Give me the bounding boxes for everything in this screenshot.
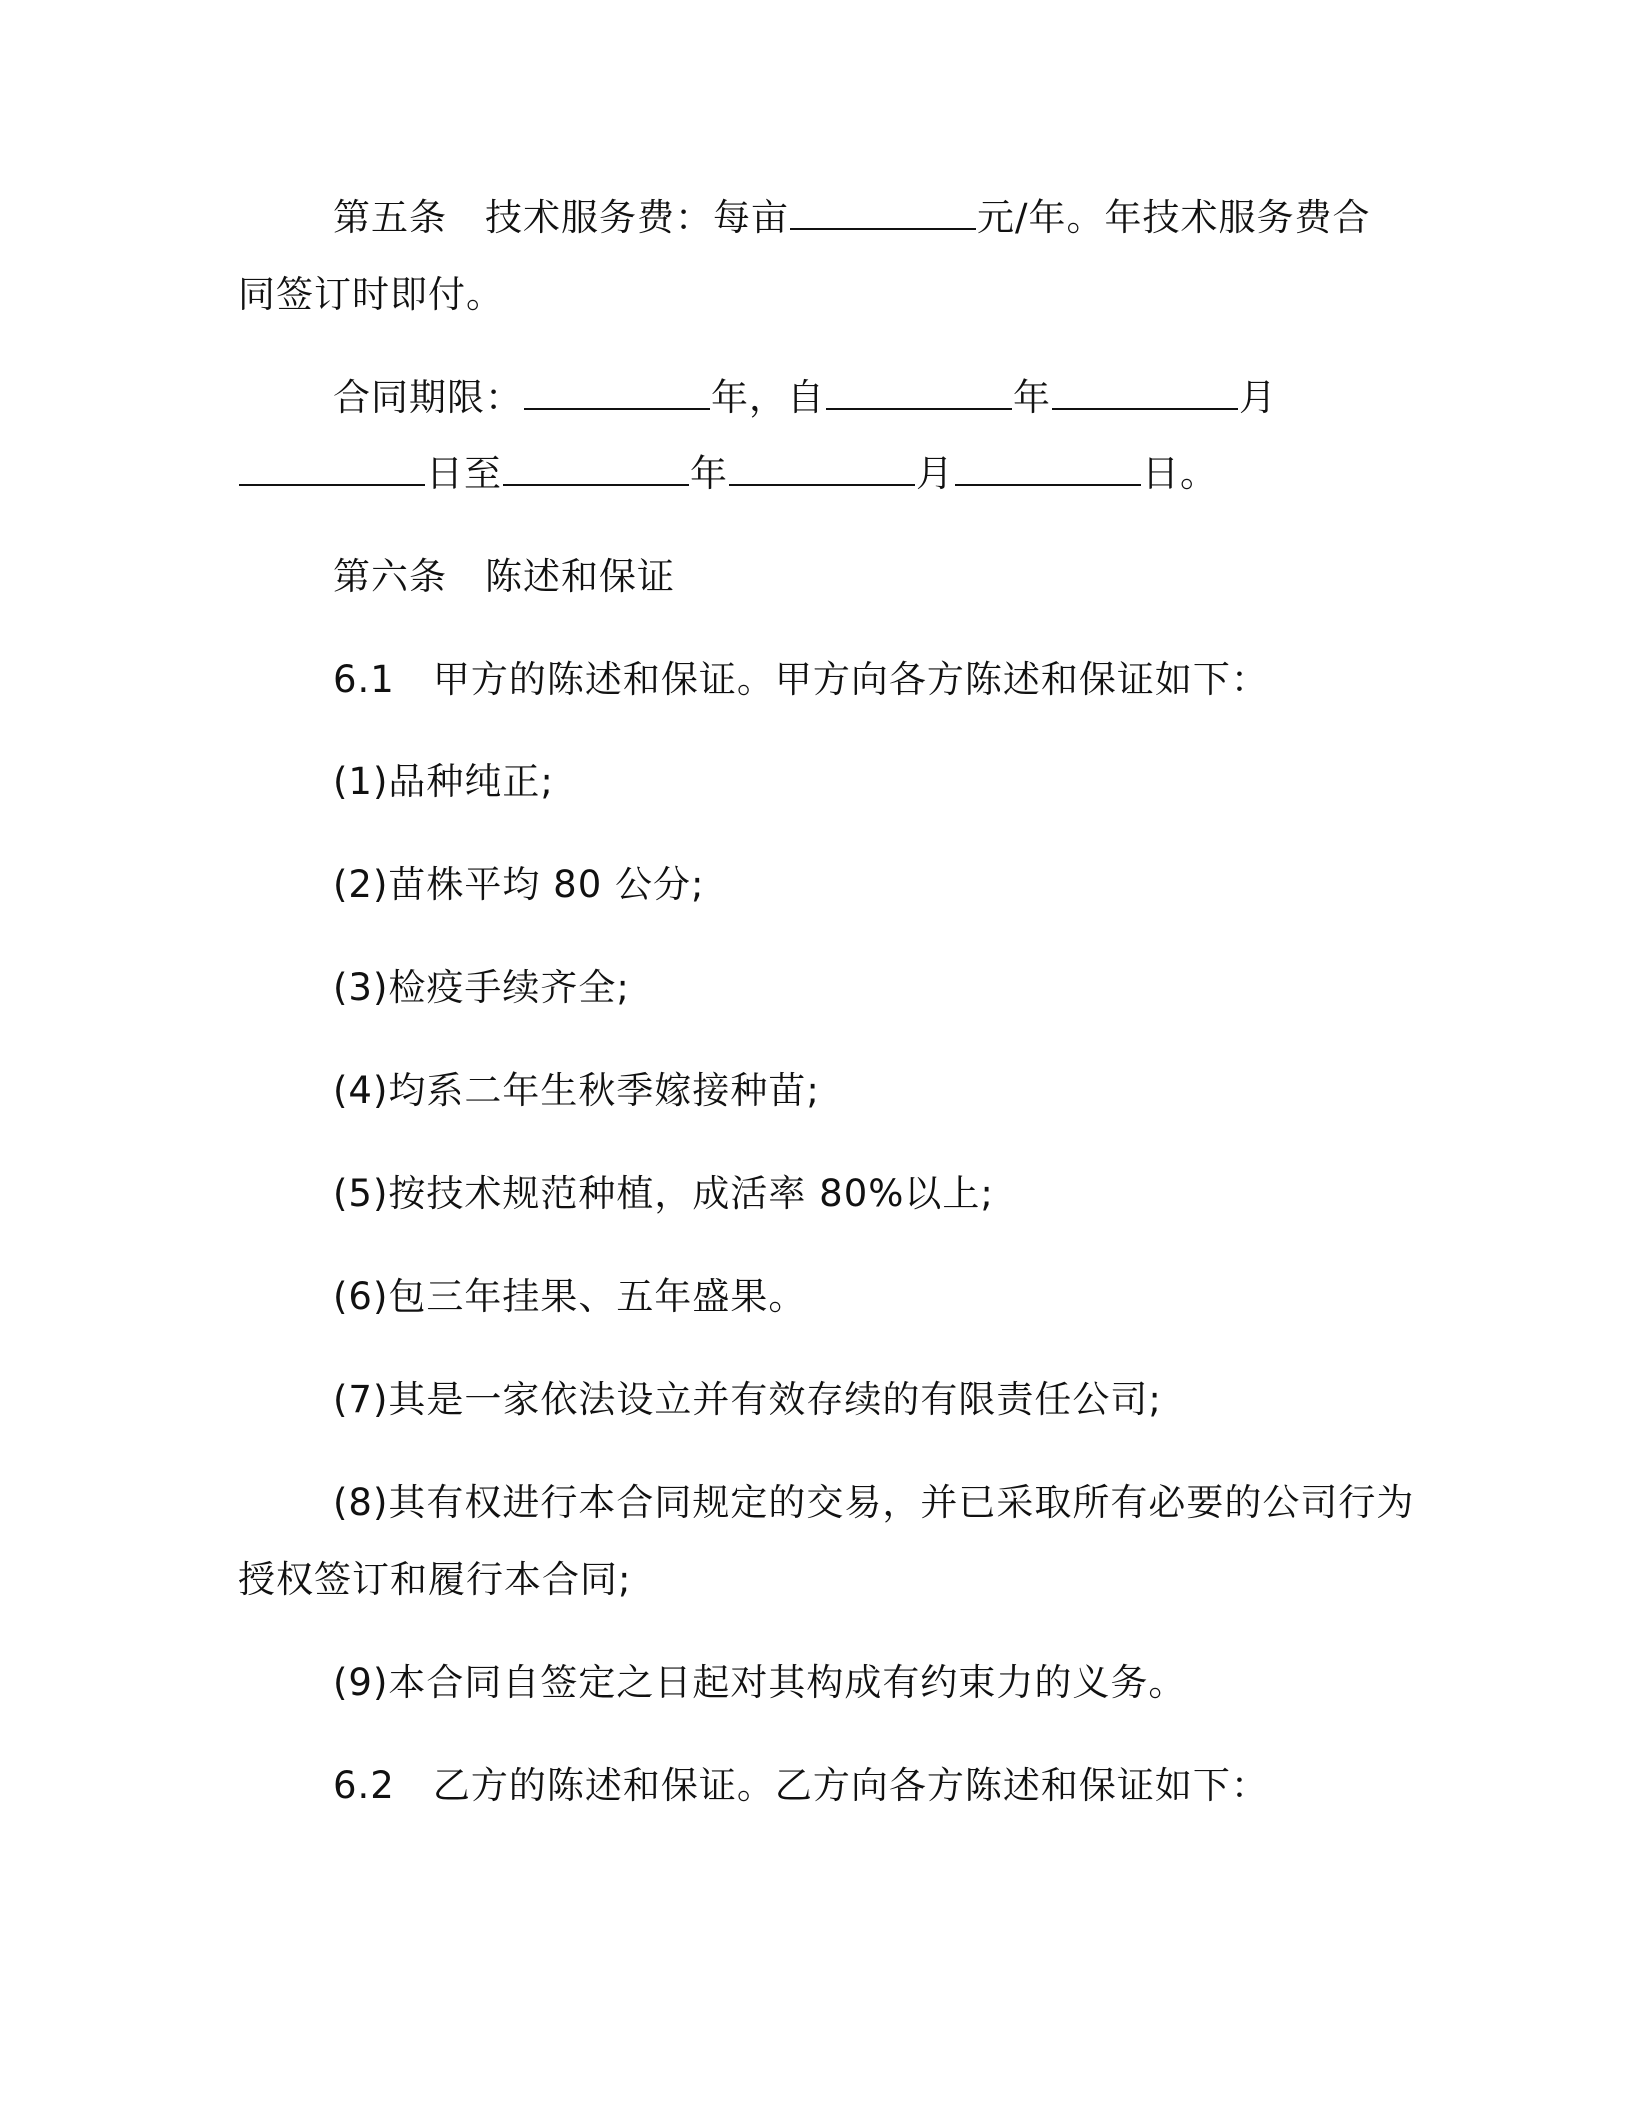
term-month-text: 月 [1239,376,1277,419]
article-5-line-2: 同签订时即付。 [238,273,504,316]
term-label: 合同期限： [333,376,523,419]
section-6-1-text: 甲方的陈述和保证。甲方向各方陈述和保证如下： [432,658,1269,701]
section-6-2 [333,1761,1269,1811]
start-day-blank[interactable] [239,454,425,486]
term-day-end: 日。 [1142,452,1218,495]
term-year-text: 年 [1013,376,1051,419]
list-item: (6)包三年挂果、五年盛果。 [333,1275,807,1318]
article-6-title: 第六条 [333,555,447,598]
end-day-blank[interactable] [955,454,1141,486]
end-year-blank[interactable] [503,454,689,486]
section-6-1 [333,655,1269,705]
list-item: (3)检疫手续齐全; [333,966,630,1009]
article-6-text: 陈述和保证 [485,555,675,598]
term-day-to: 日至 [426,452,502,495]
list-item: (8)其有权进行本合同规定的交易，并已采取所有必要的公司行为 [333,1481,1415,1524]
article-5-title: 第五条 [333,196,447,239]
list-item: (7)其是一家依法设立并有效存续的有限责任公司; [333,1378,1162,1421]
fee-blank[interactable] [790,198,976,230]
article-5-line-1 [333,193,1370,243]
term-end-year: 年 [690,452,728,495]
section-6-1-number: 6.1 [333,658,395,701]
list-item: (1)品种纯正; [333,760,554,803]
end-month-blank[interactable] [729,454,915,486]
list-item: (4)均系二年生秋季嫁接种苗; [333,1069,820,1112]
article-5-text-a: 技术服务费：每亩 [485,196,789,239]
list-item-continuation: 授权签订和履行本合同; [238,1558,632,1601]
list-item: (9)本合同自签定之日起对其构成有约束力的义务。 [333,1661,1187,1704]
article-6-heading [333,552,675,602]
article-5-text-b: 元/年。年技术服务费合 [977,196,1371,239]
list-item: (2)苗株平均 80 公分; [333,863,705,906]
list-item: (5)按技术规范种植，成活率 80%以上; [333,1172,994,1215]
term-end-month: 月 [916,452,954,495]
term-year-unit: 年，自 [711,376,825,419]
term-years-blank[interactable] [524,378,710,410]
term-line-1 [333,373,1277,423]
section-6-2-number: 6.2 [333,1764,395,1807]
term-line-2 [238,449,1218,499]
start-month-blank[interactable] [1052,378,1238,410]
start-year-blank[interactable] [826,378,1012,410]
section-6-2-text: 乙方的陈述和保证。乙方向各方陈述和保证如下： [432,1764,1269,1807]
